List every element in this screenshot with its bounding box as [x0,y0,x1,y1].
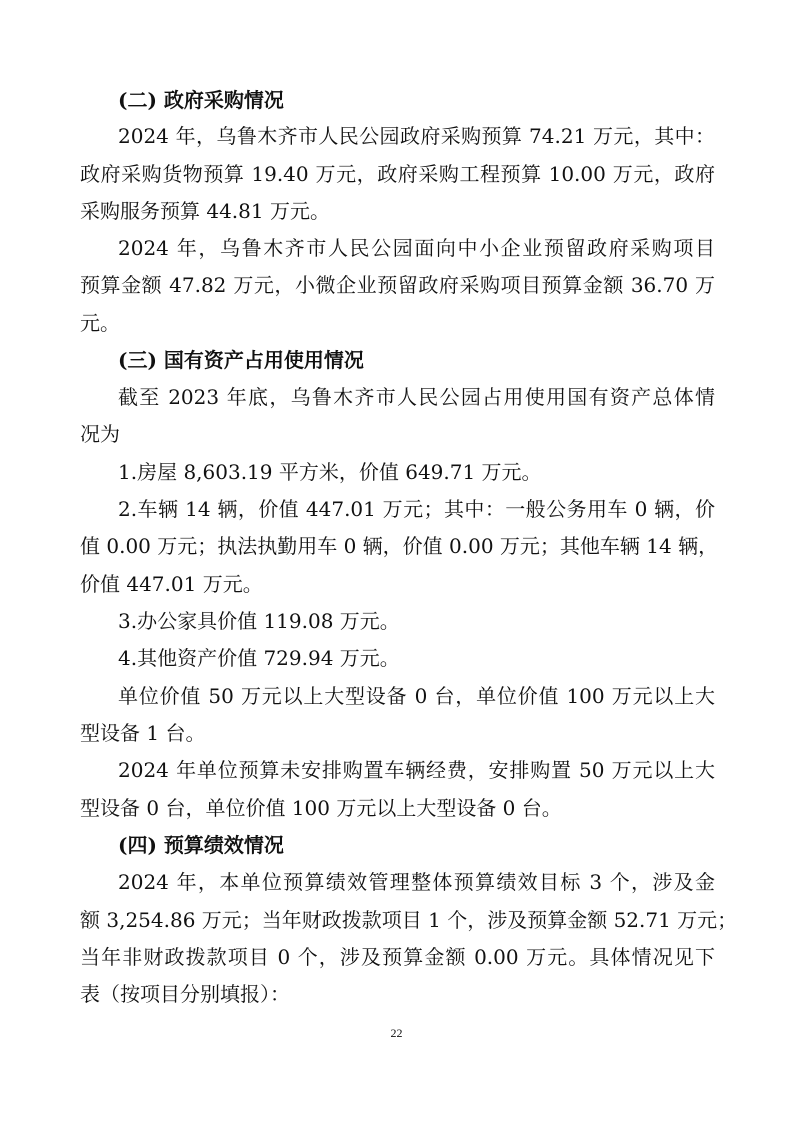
paragraph-line: 况为 [80,422,120,446]
paragraph-line: 型设备 0 台，单位价值 100 万元以上大型设备 0 台。 [80,796,562,820]
paragraph-line: 2024 年，乌鲁木齐市人民公园政府采购预算 74.21 万元，其中： [118,124,715,148]
paragraph-line: 当年非财政拨款项目 0 个，涉及预算金额 0.00 万元。具体情况见下 [80,945,715,969]
paragraph-line: 采购服务预算 44.81 万元。 [80,199,330,223]
paragraph-line: 单位价值 50 万元以上大型设备 0 台，单位价值 100 万元以上大 [118,684,715,708]
list-item: 价值 447.01 万元。 [80,572,263,596]
paragraph-line: 型设备 1 台。 [80,721,206,745]
list-item: 值 0.00 万元；执法执勤用车 0 辆，价值 0.00 万元；其他车辆 14 辆， [80,534,719,558]
list-item: 3.办公家具价值 119.08 万元。 [118,609,400,633]
list-item: 4.其他资产价值 729.94 万元。 [118,646,400,670]
page-number: 22 [390,1026,403,1040]
section-heading-performance: (四) 预算绩效情况 [118,833,284,857]
paragraph-line: 预算金额 47.82 万元，小微企业预留政府采购项目预算金额 36.70 万 [80,273,715,297]
paragraph-line: 表（按项目分别填报）： [80,982,290,1006]
paragraph-line: 2024 年，乌鲁木齐市人民公园面向中小企业预留政府采购项目 [118,236,715,260]
list-item: 2.车辆 14 辆，价值 447.01 万元；其中：一般公务用车 0 辆，价 [118,497,715,521]
list-item: 1.房屋 8,603.19 平方米，价值 649.71 万元。 [118,460,542,484]
paragraph-line: 2024 年，本单位预算绩效管理整体预算绩效目标 3 个，涉及金 [118,870,715,894]
paragraph-line: 元。 [80,311,120,335]
section-heading-state-assets: (三) 国有资产占用使用情况 [118,348,364,372]
paragraph-line: 额 3,254.86 万元；当年财政拨款项目 1 个，涉及预算金额 52.71 万元； [80,908,738,932]
section-heading-procurement: (二) 政府采购情况 [118,88,284,112]
paragraph-line: 2024 年单位预算未安排购置车辆经费，安排购置 50 万元以上大 [118,758,715,782]
paragraph-line: 政府采购货物预算 19.40 万元，政府采购工程预算 10.00 万元，政府 [80,162,715,186]
paragraph-line: 截至 2023 年底，乌鲁木齐市人民公园占用使用国有资产总体情 [118,385,715,409]
